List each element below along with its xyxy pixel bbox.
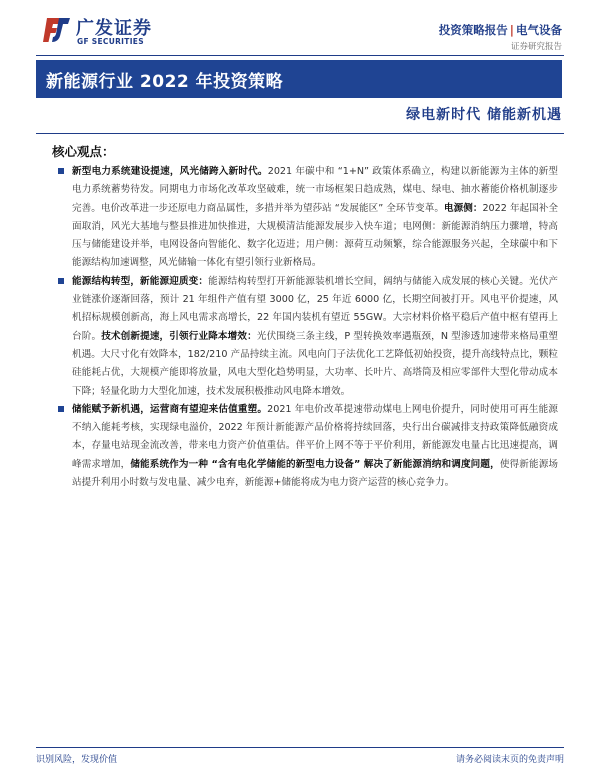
point-lead: 新型电力系统建设提速，风光储跨入新时代。 — [72, 166, 268, 177]
report-type: 投资策略报告 — [438, 23, 508, 37]
header-divider — [36, 55, 564, 56]
point-tail: 使得新能源场站提升利用小时数与发电量、减少电弃，新能源+储能将成为电力资产运营的核心竞争力。 — [72, 458, 559, 489]
point-lead: 储能赋予新机遇，运营商有望迎来估值重塑。 — [72, 403, 268, 415]
footer-disclaimer: 请务必阅读末页的免责声明 — [455, 755, 564, 765]
title-banner — [36, 60, 562, 98]
subtitle-divider — [36, 133, 564, 134]
core-points-list — [58, 163, 558, 492]
report-title: 新能源行业 2022 年投资策略 — [46, 72, 284, 92]
bullet-icon — [58, 406, 64, 412]
brand-name-en: GF SECURITIES — [77, 37, 144, 46]
point-body: 2021 年电价改革提速带动煤电上网电价提升，同时使用可再生能源不纳入能耗考核，实现绿电溢价，2022 年预计新能源产品价格将持续回落，央行出台碳减排支持政策降低融资成本，存量电站现金流改善，带来电力资产价值重估。伴平价上网不等于平价利用，新能源发电量占比迅速提高，调峰需求增加， — [72, 403, 559, 470]
point-body: 2021 年碳中和 “1+N” 政策体系确立，构建以新能源为主体的新型电力系统蓄势待发。同期电力市场化改革攻坚破难，统一市场框架日趋成熟，煤电、绿电、抽水蓄能价格机制逐步完善。电价改革进一步还原电力商品属性，多措并举为望莎站 “发展能区” 全环节变革。 — [72, 166, 558, 214]
report-subtitle: 绿电新时代 储能新机遇 — [406, 107, 562, 123]
bullet-icon — [58, 168, 64, 174]
point-tail-lead: 电源侧： — [443, 202, 483, 214]
point-body: 能源结构转型打开新能源装机增长空间，阔纳与储能入成发展的核心关键。光伏产业链涨价逐渐回落，预计 21 年组件产值有望 3000 亿，25 年近 6000 亿，长期空间被打开。风电平价提速，风机招标规模创新高，海上风电需求高增长，22 年国内装机有望近 55GW。大宗材料价格平稳后产值中枢有望再上台阶。 — [72, 275, 559, 342]
point-tail-lead: 技术创新提速，引领行业降本增效： — [101, 330, 257, 342]
point-tail-lead: 储能系统作为一种 “含有电化学储能的新型电力设备” 解决了新能源消纳和调度问题， — [130, 458, 500, 470]
footer-divider — [36, 747, 564, 748]
header-separator: | — [509, 23, 514, 37]
point-lead: 能源结构转型，新能源迎质变： — [72, 275, 209, 287]
research-report-label: 证券研究报告 — [510, 42, 562, 52]
report-category — [439, 22, 562, 38]
core-point — [58, 401, 558, 492]
core-point — [58, 163, 558, 273]
footer-slogan: 识别风险，发现价值 — [36, 755, 118, 765]
gf-logo-icon — [40, 14, 72, 46]
core-points-heading: 核心观点： — [52, 144, 115, 159]
industry-label: 电气设备 — [516, 23, 562, 37]
company-logo — [40, 12, 166, 50]
point-tail: 光伏围绕三条主线，P 型转换效率遇瓶颈，N 型渗透加速带来格局重塑机遇。大尺寸化有效降本，182/210 产品持续主流。风电向门子法优化工艺降低初始投资，提升高线特点比，颗粒硅能耗占优，大规模产能即将放量，风电大型化趋势明显，大功率、长叶片、高塔筒及相应零部件大型化带动成本下降；轻量化助力大型化加速，技术发展积极推动风电降本增效。 — [72, 330, 559, 397]
brand-name-cn: 广发证券 — [76, 18, 152, 39]
core-point — [58, 273, 558, 401]
bullet-icon — [58, 278, 64, 284]
point-tail: 2022 年起国补全面取消，风光大基地与整县推进加快推进，大规模清洁能源发展步入快车道；电网侧：新能源消纳压力骤增，特高压与储能建设并举，电网设备向智能化、数字化迈进；用户侧：源荷互动频繁，综合能源服务兴起，全球碳中和下能源结构加速调整，风光储输一体化有望引领行业新格局。 — [72, 202, 559, 269]
